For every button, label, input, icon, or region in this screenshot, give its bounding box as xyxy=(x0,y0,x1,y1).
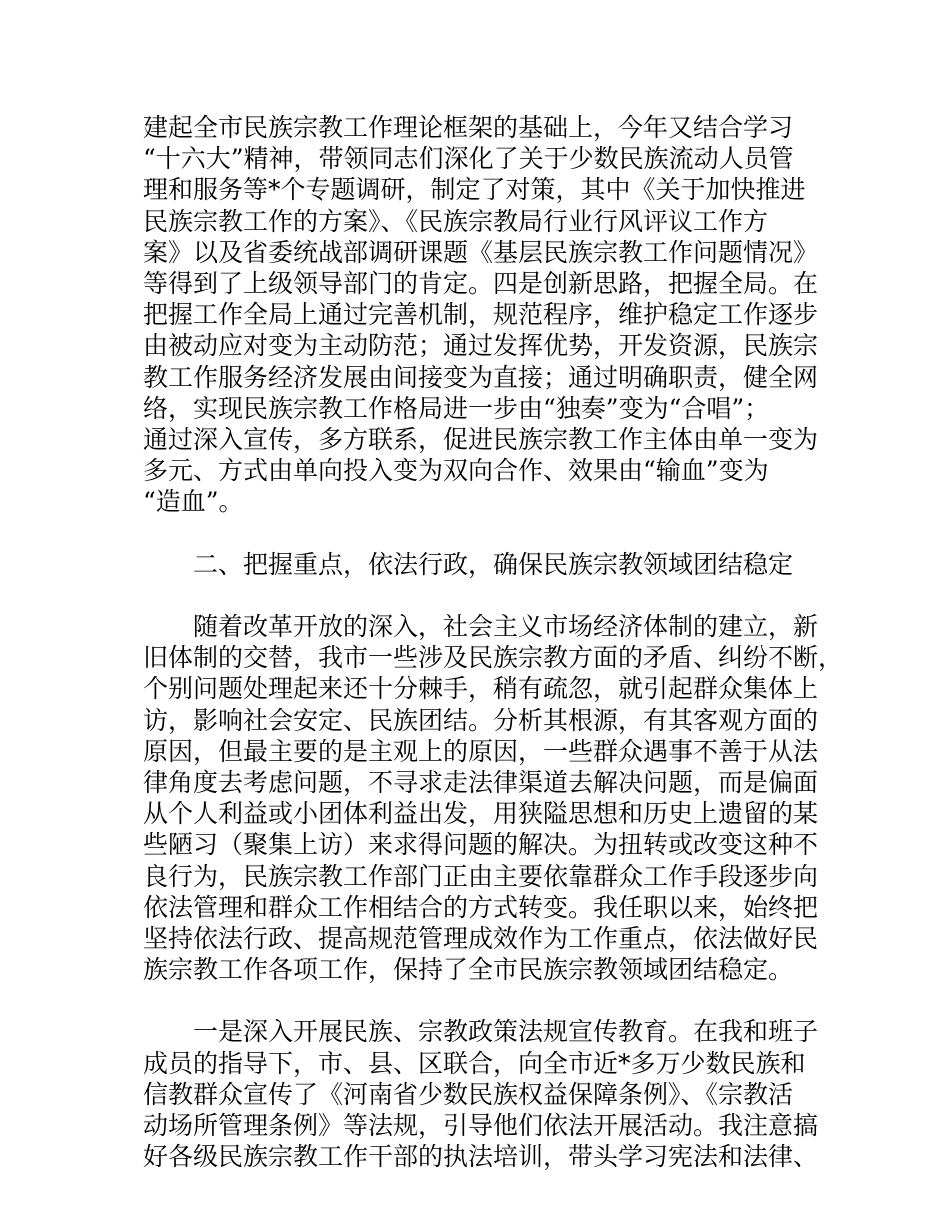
text-line: 访，影响社会安定、民族团结。分析其根源，有其客观方面的 xyxy=(143,705,819,735)
text-line: “造血”。 xyxy=(143,487,244,517)
text-line: “十六大”精神，带领同志们深化了关于少数民族流动人员管 xyxy=(143,144,794,174)
text-line: 动场所管理条例》等法规，引导他们依法开展活动。我注意搞 xyxy=(143,1111,819,1140)
text-line: 坚持依法行政、提高规范管理成效作为工作重点，依法做好民 xyxy=(143,923,819,953)
text-line: 个别问题处理起来还十分棘手，稍有疏忽，就引起群众集体上 xyxy=(143,674,819,704)
text-line: 好各级民族宗教工作干部的执法培训，带头学习宪法和法律、 xyxy=(143,1142,819,1172)
text-line: 从个人利益或小团体利益出发，用狭隘思想和历史上遗留的某 xyxy=(143,799,819,829)
text-line: 信教群众宣传了《河南省少数民族权益保障条例》、《宗教活 xyxy=(143,1079,794,1109)
blank-line xyxy=(143,517,823,548)
text-line: 随着改革开放的深入，社会主义市场经济体制的建立，新 xyxy=(143,612,819,641)
text-line: 教工作服务经济发展由间接变为直接；通过明确职责，健全网 xyxy=(143,362,819,392)
text-line: 成员的指导下，市、县、区联合，向全市近*多万少数民族和 xyxy=(143,1048,806,1078)
blank-line xyxy=(143,985,823,1016)
document-body xyxy=(143,112,844,1172)
text-line: 络，实现民族宗教工作格局进一步由“独奏”变为“合唱”； xyxy=(143,393,770,423)
text-line: 民族宗教工作的方案》、《民族宗教局行业行风评议工作方 xyxy=(143,206,769,236)
text-line: 二、把握重点，依法行政，确保民族宗教领域团结稳定 xyxy=(143,549,794,579)
text-line: 原因，但最主要的是主观上的原因，一些群众遇事不善于从法 xyxy=(143,736,819,766)
text-line: 良行为，民族宗教工作部门正由主要依靠群众工作手段逐步向 xyxy=(143,861,819,891)
blank-line xyxy=(143,580,823,611)
text-line: 旧体制的交替，我市一些涉及民族宗教方面的矛盾、纠纷不断， xyxy=(143,643,844,673)
text-line: 律角度去考虑问题，不寻求走法律渠道去解决问题，而是偏面 xyxy=(143,767,819,797)
text-line: 些陋习（聚集上访）来求得问题的解决。为扭转或改变这种不 xyxy=(143,830,819,860)
text-line: 等得到了上级领导部门的肯定。四是创新思路，把握全局。在 xyxy=(143,268,819,298)
text-line: 一是深入开展民族、宗教政策法规宣传教育。在我和班子 xyxy=(143,1017,819,1047)
text-line: 由被动应对变为主动防范；通过发挥优势，开发资源，民族宗 xyxy=(143,331,819,361)
text-line: 理和服务等*个专题调研，制定了对策，其中《关于加快推进 xyxy=(143,175,806,205)
text-line: 案》以及省委统战部调研课题《基层民族宗教工作问题情况》 xyxy=(143,237,819,267)
text-line: 把握工作全局上通过完善机制，规范程序，维护稳定工作逐步 xyxy=(143,300,819,330)
text-line: 多元、方式由单向投入变为双向合作、效果由“输血”变为 xyxy=(143,456,769,486)
text-line: 依法管理和群众工作相结合的方式转变。我任职以来，始终把 xyxy=(143,892,819,922)
text-line: 通过深入宣传，多方联系，促进民族宗教工作主体由单一变为 xyxy=(143,424,819,454)
text-line: 族宗教工作各项工作，保持了全市民族宗教领域团结稳定。 xyxy=(143,955,794,985)
text-line: 建起全市民族宗教工作理论框架的基础上，今年又结合学习 xyxy=(143,113,794,142)
